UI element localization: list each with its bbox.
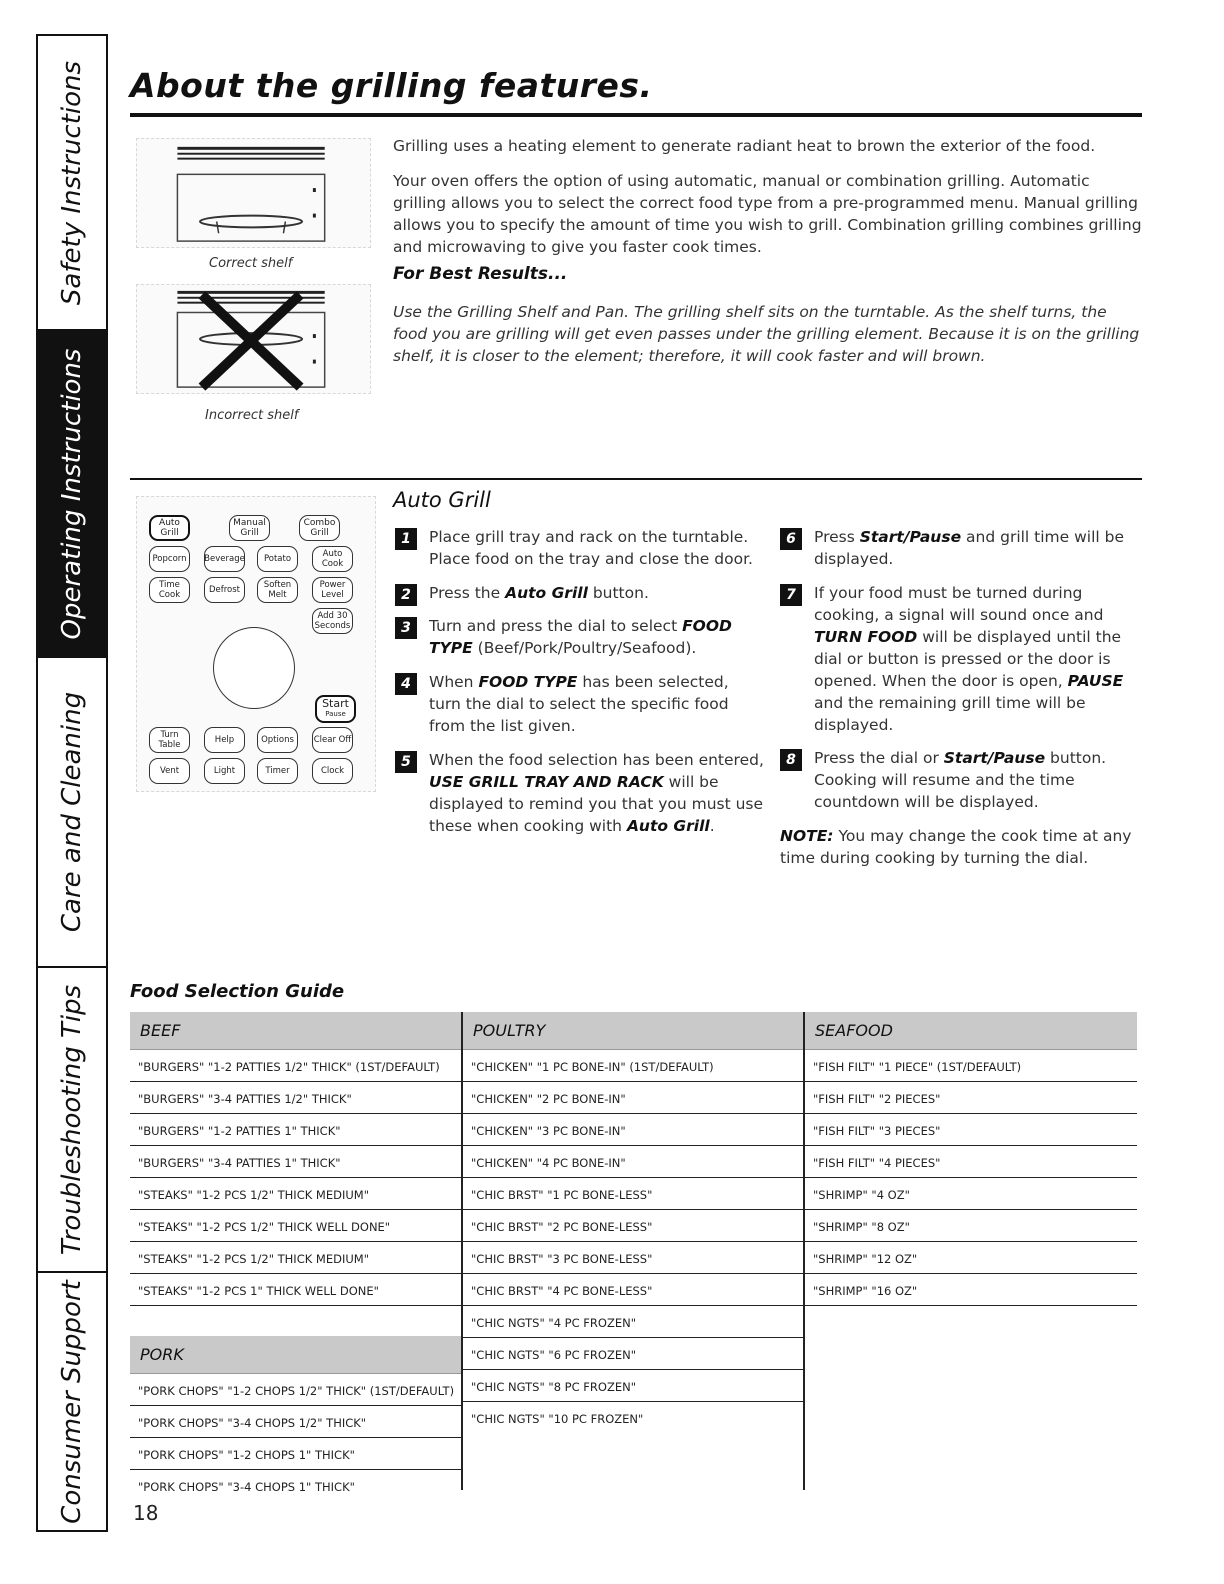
table-row: "PORK CHOPS" "1-2 CHOPS 1" THICK" bbox=[130, 1438, 462, 1470]
step-text: If your food must be turned during cooking, a signal will sound once and bbox=[814, 584, 1104, 624]
seafood-header bbox=[805, 1012, 1137, 1050]
step-number: 3 bbox=[395, 617, 417, 639]
food-selection-guide-heading: Food Selection Guide bbox=[130, 981, 345, 1002]
table-row: "PORK CHOPS" "1-2 CHOPS 1/2" THICK" (1ST/DEFAULT) bbox=[130, 1374, 462, 1406]
step-bold: Start/Pause bbox=[943, 749, 1046, 767]
table-row: "CHIC BRST" "3 PC BONE-LESS" bbox=[463, 1242, 804, 1274]
note-text: You may change the cook time at any time during cooking by turning the dial. bbox=[780, 827, 1132, 867]
step-text: button. bbox=[587, 584, 649, 602]
table-row: "STEAKS" "1-2 PCS 1/2" THICK MEDIUM" bbox=[130, 1242, 462, 1274]
table-row: "CHICKEN" "3 PC BONE-IN" bbox=[463, 1114, 804, 1146]
beef-header bbox=[130, 1012, 462, 1050]
vent-key: Vent bbox=[149, 758, 190, 784]
tab-label: Care and Cleaning bbox=[57, 691, 87, 933]
step-text: button. Cooking will resume and the time countdown will be displayed. bbox=[814, 749, 1107, 811]
manual-grill-key: Manual Grill bbox=[229, 515, 270, 541]
add-30-seconds-key: Add 30 Seconds bbox=[312, 608, 353, 634]
options-key: Options bbox=[257, 727, 298, 753]
selection-dial bbox=[213, 627, 295, 709]
step-bold: USE GRILL TRAY AND RACK bbox=[429, 773, 664, 791]
step-text: Press the dial or bbox=[814, 749, 944, 767]
table-row: "SHRIMP" "8 OZ" bbox=[805, 1210, 1137, 1242]
beef-label: BEEF bbox=[140, 1021, 181, 1040]
page-number: 18 bbox=[133, 1501, 159, 1525]
step-text: When bbox=[429, 673, 479, 691]
step-8 bbox=[780, 747, 1142, 813]
column-divider bbox=[461, 1012, 463, 1490]
step-3 bbox=[395, 615, 765, 659]
step-text: Press bbox=[814, 528, 860, 546]
step-1 bbox=[395, 526, 765, 570]
table-row: "CHICKEN" "4 PC BONE-IN" bbox=[463, 1146, 804, 1178]
table-row: "PORK CHOPS" "3-4 CHOPS 1" THICK" bbox=[138, 1480, 355, 1494]
table-row: "CHIC NGTS" "4 PC FROZEN" bbox=[463, 1306, 804, 1338]
table-row: "STEAKS" "1-2 PCS 1/2" THICK WELL DONE" bbox=[130, 1210, 462, 1242]
step-text: Press the bbox=[429, 584, 506, 602]
table-row: "CHIC NGTS" "8 PC FROZEN" bbox=[463, 1370, 804, 1402]
table-row: "SHRIMP" "12 OZ" bbox=[805, 1242, 1137, 1274]
step-bold: FOOD TYPE bbox=[429, 617, 732, 657]
table-row: "FISH FILT" "4 PIECES" bbox=[805, 1146, 1137, 1178]
table-row: "STEAKS" "1-2 PCS 1" THICK WELL DONE" bbox=[130, 1274, 462, 1306]
step-5 bbox=[395, 749, 765, 837]
step-number: 7 bbox=[780, 584, 802, 606]
table-row: "CHIC BRST" "2 PC BONE-LESS" bbox=[463, 1210, 804, 1242]
best-results-heading: For Best Results... bbox=[393, 264, 568, 284]
table-row: "BURGERS" "1-2 PATTIES 1/2" THICK" (1ST/DEFAULT) bbox=[130, 1050, 462, 1082]
table-row: "BURGERS" "1-2 PATTIES 1" THICK" bbox=[130, 1114, 462, 1146]
step-number: 5 bbox=[395, 751, 417, 773]
table-row: "STEAKS" "1-2 PCS 1/2" THICK MEDIUM" bbox=[130, 1178, 462, 1210]
auto-grill-key: Auto Grill bbox=[149, 515, 190, 541]
step-text: Place grill tray and rack on the turntable. Place food on the tray and close the door. bbox=[429, 528, 753, 568]
correct-shelf-caption: Correct shelf bbox=[209, 256, 293, 271]
defrost-key: Defrost bbox=[204, 577, 245, 603]
clear-off-key: Clear Off bbox=[312, 727, 353, 753]
step-bold: FOOD TYPE bbox=[478, 673, 578, 691]
step-number: 2 bbox=[395, 584, 417, 606]
step-text: When the food selection has been entered, bbox=[429, 751, 764, 769]
poultry-label: POULTRY bbox=[473, 1021, 546, 1040]
step-text: and grill time will be displayed. bbox=[814, 528, 1125, 568]
seafood-label: SEAFOOD bbox=[815, 1021, 893, 1040]
table-row: "FISH FILT" "2 PIECES" bbox=[805, 1082, 1137, 1114]
step-number: 8 bbox=[780, 749, 802, 771]
pork-header bbox=[130, 1336, 462, 1374]
step-text: will be displayed until the dial or button is pressed or the door is opened. When the door is open, bbox=[814, 628, 1122, 690]
step-bold: TURN FOOD bbox=[814, 628, 918, 646]
tab-label: Troubleshooting Tips bbox=[57, 984, 87, 1255]
step-text: has been selected, turn the dial to select the specific food from the list given. bbox=[429, 673, 729, 735]
tab-consumer-support[interactable] bbox=[38, 1273, 106, 1530]
time-cook-key: Time Cook bbox=[149, 577, 190, 603]
title-divider bbox=[130, 113, 1142, 117]
tab-label: Consumer Support bbox=[57, 1279, 87, 1524]
potato-key: Potato bbox=[257, 546, 298, 572]
table-row: "CHICKEN" "2 PC BONE-IN" bbox=[463, 1082, 804, 1114]
soften-melt-key: Soften Melt bbox=[257, 577, 298, 603]
seafood-column bbox=[805, 1012, 1137, 1306]
step-text: Turn and press the dial to select bbox=[429, 617, 683, 635]
auto-grill-heading: Auto Grill bbox=[393, 488, 491, 512]
step-text: (Beef/Pork/Poultry/Seafood). bbox=[472, 639, 697, 657]
combo-grill-key: Combo Grill bbox=[299, 515, 340, 541]
pause-label: Pause bbox=[325, 710, 346, 718]
step-text: will be displayed to remind you that you must use these when cooking with bbox=[429, 773, 764, 835]
step-6 bbox=[780, 526, 1142, 570]
table-row: "CHIC NGTS" "6 PC FROZEN" bbox=[463, 1338, 804, 1370]
step-number: 1 bbox=[395, 528, 417, 550]
tab-safety-instructions[interactable] bbox=[38, 36, 106, 331]
turn-table-key: Turn Table bbox=[149, 727, 190, 753]
step-number: 4 bbox=[395, 673, 417, 695]
power-level-key: Power Level bbox=[312, 577, 353, 603]
table-row: "PORK CHOPS" "3-4 CHOPS 1/2" THICK" bbox=[130, 1406, 462, 1438]
step-7 bbox=[780, 582, 1142, 736]
table-row: "FISH FILT" "1 PIECE" (1ST/DEFAULT) bbox=[805, 1050, 1137, 1082]
step-text: . bbox=[709, 817, 715, 835]
table-row: "CHICKEN" "1 PC BONE-IN" (1ST/DEFAULT) bbox=[463, 1050, 804, 1082]
table-row: "SHRIMP" "16 OZ" bbox=[805, 1274, 1137, 1306]
step-2 bbox=[395, 582, 765, 604]
tab-care-and-cleaning[interactable] bbox=[38, 658, 106, 968]
help-key: Help bbox=[204, 727, 245, 753]
light-key: Light bbox=[204, 758, 245, 784]
poultry-header bbox=[463, 1012, 804, 1050]
poultry-column bbox=[463, 1012, 804, 1434]
table-row: "CHIC NGTS" "10 PC FROZEN" bbox=[471, 1412, 644, 1426]
incorrect-shelf-illustration bbox=[136, 284, 371, 394]
intro-paragraph-1: Grilling uses a heating element to generate radiant heat to brown the exterior of the food. bbox=[393, 137, 1096, 155]
column-divider bbox=[803, 1012, 805, 1490]
table-row: "SHRIMP" "4 OZ" bbox=[805, 1178, 1137, 1210]
tab-label: Safety Instructions bbox=[57, 60, 87, 305]
section-divider bbox=[130, 478, 1142, 480]
table-row: "BURGERS" "3-4 PATTIES 1/2" THICK" bbox=[130, 1082, 462, 1114]
step-bold: Start/Pause bbox=[859, 528, 962, 546]
table-row: "BURGERS" "3-4 PATTIES 1" THICK" bbox=[130, 1146, 462, 1178]
tab-label: Operating Instructions bbox=[57, 348, 87, 639]
pork-column bbox=[130, 1336, 462, 1502]
auto-grill-note bbox=[780, 825, 1142, 869]
pork-label: PORK bbox=[140, 1345, 184, 1364]
timer-key: Timer bbox=[257, 758, 298, 784]
start-label: Start bbox=[322, 697, 349, 710]
start-pause-key bbox=[315, 695, 356, 723]
table-row: "CHIC BRST" "1 PC BONE-LESS" bbox=[463, 1178, 804, 1210]
control-panel-illustration bbox=[136, 496, 376, 792]
popcorn-key: Popcorn bbox=[149, 546, 190, 572]
table-row: "FISH FILT" "3 PIECES" bbox=[805, 1114, 1137, 1146]
note-label: NOTE: bbox=[780, 827, 834, 845]
incorrect-shelf-caption: Incorrect shelf bbox=[205, 408, 299, 423]
beverage-key: Beverage bbox=[204, 546, 245, 572]
step-bold: Auto Grill bbox=[505, 584, 588, 602]
step-number: 6 bbox=[780, 528, 802, 550]
beef-column bbox=[130, 1012, 462, 1306]
auto-cook-key: Auto Cook bbox=[312, 546, 353, 572]
best-results-text: Use the Grilling Shelf and Pan. The grilling shelf sits on the turntable. As the shelf turns, the food you are grilling will get even passes under the grilling element. Because it is on the grilling shelf, it is closer to the element; therefore, it will cook faster and will brown. bbox=[393, 303, 1140, 365]
step-bold: PAUSE bbox=[1067, 672, 1124, 690]
tab-troubleshooting-tips[interactable] bbox=[38, 968, 106, 1273]
clock-key: Clock bbox=[312, 758, 353, 784]
intro-paragraph-2: Your oven offers the option of using automatic, manual or combination grilling. Automatic grilling allows you to select the correct food type from a pre-programmed menu. Manual grilling allows you to specify the amount of time you wish to grill. Combination grilling combines grilling and microwaving to give you faster cook times. bbox=[393, 172, 1142, 256]
section-tabs bbox=[36, 34, 108, 1532]
correct-shelf-illustration bbox=[136, 138, 371, 248]
page-title: About the grilling features. bbox=[130, 66, 653, 105]
step-text: and the remaining grill time will be displayed. bbox=[814, 694, 1086, 734]
table-row: "CHIC BRST" "4 PC BONE-LESS" bbox=[463, 1274, 804, 1306]
tab-operating-instructions[interactable] bbox=[38, 331, 106, 658]
step-4 bbox=[395, 671, 765, 737]
step-bold: Auto Grill bbox=[626, 817, 710, 835]
